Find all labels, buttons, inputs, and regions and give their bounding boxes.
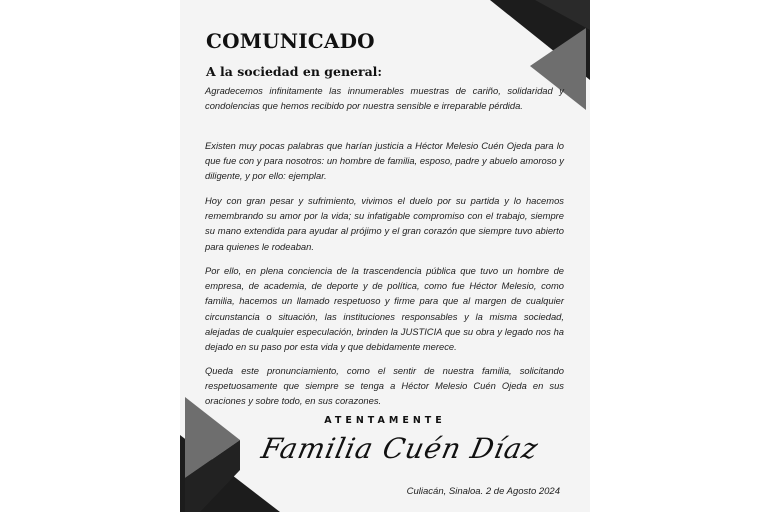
greeting: A la sociedad en general: (206, 64, 383, 79)
paragraph-2: Existen muy pocas palabras que harían justicia a Héctor Melesio Cuén Ojeda para lo que fue con y para nosotros: un hombre de familia, esposo, padre y abuelo amoroso y diligente, y por ello: ejemplar. (205, 140, 564, 182)
communique-document (180, 0, 590, 512)
page-title: COMUNICADO (206, 29, 375, 53)
place-date: Culiacán, Sinaloa. 2 de Agosto 2024 (406, 486, 560, 497)
signature: Familia Cuén Díaz (258, 432, 542, 465)
paragraph-3: Hoy con gran pesar y sufrimiento, vivimos el duelo por su partida y lo hacemos remembrando su amor por la vida; su infatigable compromiso con el trabajo, siempre su mano extendida para ayudar al prójimo y el gran corazón que siempre tuvo abierto para quienes le rodeaban. (205, 195, 564, 252)
paragraph-4: Por ello, en plena conciencia de la trascendencia pública que tuvo un hombre de empresa, de academia, de deporte y de política, como fue Héctor Melesio, como familia, hacemos un llamado respetuoso y firme para que al margen de cualquier circunstancia o situación, las instituciones responsables y la misma sociedad, alejadas de cualquier especulación, brinden la JUSTICIA que su obra y legado nos ha dejado en su paso por esta vida y que debidamente merece. (205, 265, 564, 353)
paragraph-1: Agradecemos infinitamente las innumerables muestras de cariño, solidaridad y condolencias que hemos recibido por nuestra sensible e irreparable pérdida. (205, 85, 564, 112)
paragraph-5: Queda este pronunciamiento, como el sentir de nuestra familia, solicitando respetuosamente que siempre se tenga a Héctor Melesio Cuén Ojeda en sus oraciones y sobre todo, en sus corazones. (205, 365, 564, 407)
closing: ATENTAMENTE (324, 415, 446, 426)
